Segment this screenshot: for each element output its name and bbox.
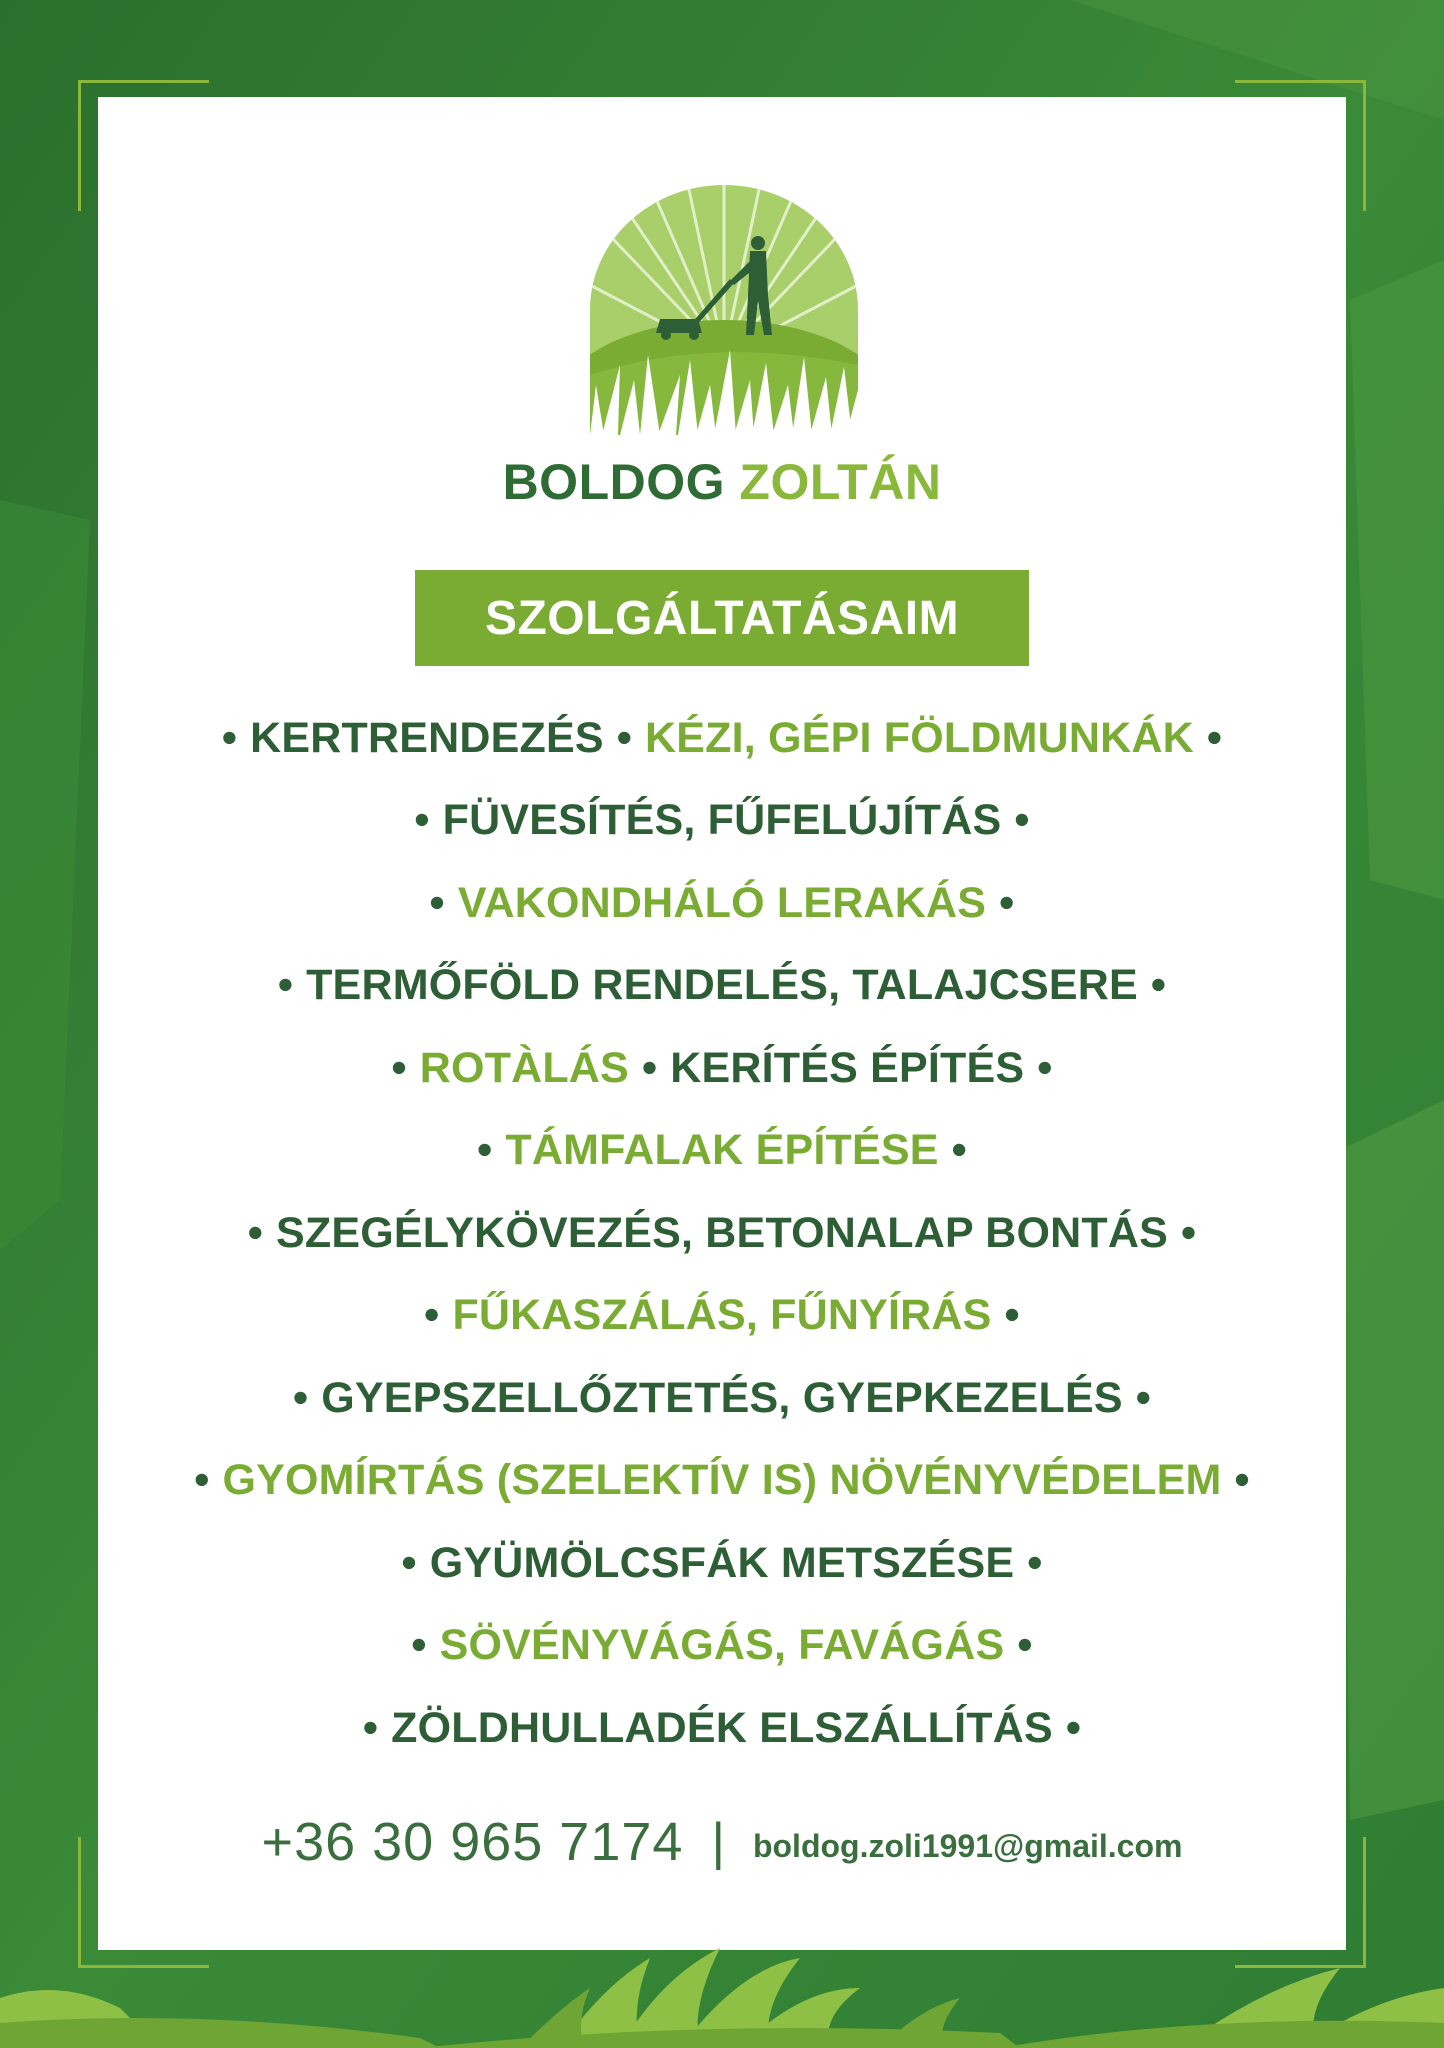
bullet-separator: • xyxy=(247,1208,263,1257)
bullet-separator: • xyxy=(1027,1538,1043,1587)
service-line xyxy=(98,780,1346,863)
bullet-separator: • xyxy=(1065,1703,1082,1752)
bullet-separator: • xyxy=(1234,1456,1250,1505)
service-item: SÖVÉNYVÁGÁS, FAVÁGÁS xyxy=(439,1621,1005,1670)
bullet-separator: • xyxy=(1014,796,1030,845)
bullet-separator: • xyxy=(616,713,632,762)
service-item: FÜVESÍTÉS, FŰFELÚJÍTÁS xyxy=(442,796,1002,845)
service-line xyxy=(98,1687,1346,1770)
service-line xyxy=(98,1357,1346,1440)
service-item: GYEPSZELLŐZTETÉS, GYEPKEZELÉS xyxy=(321,1373,1123,1422)
lawn-mower-logo-icon xyxy=(590,185,858,435)
service-item: ROTÀLÁS xyxy=(419,1043,629,1092)
flyer-card xyxy=(98,97,1346,1950)
bullet-separator: • xyxy=(293,1373,309,1422)
bullet-separator: • xyxy=(1181,1208,1197,1257)
service-item: KÉZI, GÉPI FÖLDMUNKÁK xyxy=(645,713,1194,762)
brand-last-name: ZOLTÁN xyxy=(739,454,942,510)
bullet-separator: • xyxy=(401,1538,417,1587)
services-heading: SZOLGÁLTATÁSAIM xyxy=(415,570,1029,666)
bullet-separator: • xyxy=(194,1456,210,1505)
bullet-separator: • xyxy=(1206,713,1223,762)
bullet-separator: • xyxy=(391,1043,407,1092)
service-line xyxy=(98,1027,1346,1110)
service-line xyxy=(98,1192,1346,1275)
service-line xyxy=(98,1605,1346,1688)
bullet-separator: • xyxy=(414,796,430,845)
services-list xyxy=(98,697,1346,1770)
brand-first-name: BOLDOG xyxy=(502,454,725,510)
service-item: KERÍTÉS ÉPÍTÉS xyxy=(670,1043,1025,1092)
service-item: KERTRENDEZÉS xyxy=(250,713,604,762)
bullet-separator: • xyxy=(477,1126,493,1175)
bullet-separator: • xyxy=(277,961,294,1010)
service-line xyxy=(98,697,1346,780)
bullet-separator: • xyxy=(1150,961,1167,1010)
service-line xyxy=(98,1110,1346,1193)
service-line xyxy=(98,1275,1346,1358)
service-item: GYOMÍRTÁS (SZELEKTÍV IS) NÖVÉNYVÉDELEM xyxy=(222,1456,1222,1505)
bullet-separator: • xyxy=(1004,1291,1020,1340)
service-line xyxy=(98,945,1346,1028)
bullet-separator: • xyxy=(1037,1043,1053,1092)
service-line xyxy=(98,1440,1346,1523)
service-item: TERMŐFÖLD RENDELÉS, TALAJCSERE xyxy=(306,961,1138,1010)
bullet-separator: • xyxy=(951,1126,967,1175)
email-address[interactable]: boldog.zoli1991@gmail.com xyxy=(752,1827,1183,1864)
bullet-separator: • xyxy=(424,1291,440,1340)
phone-number[interactable]: +36 30 965 7174 xyxy=(261,1812,684,1872)
service-item: FŰKASZÁLÁS, FŰNYÍRÁS xyxy=(452,1291,992,1340)
bullet-separator: • xyxy=(1017,1621,1033,1670)
service-item: SZEGÉLYKÖVEZÉS, BETONALAP BONTÁS xyxy=(275,1208,1169,1257)
service-item: TÁMFALAK ÉPÍTÉSE xyxy=(505,1126,939,1175)
bullet-separator: • xyxy=(1135,1373,1151,1422)
bullet-separator: • xyxy=(221,713,238,762)
bullet-separator: • xyxy=(429,878,445,927)
bullet-separator: • xyxy=(999,878,1015,927)
bullet-separator: • xyxy=(411,1621,427,1670)
brand-name xyxy=(98,453,1346,511)
service-item: GYÜMÖLCSFÁK METSZÉSE xyxy=(429,1538,1015,1587)
grass-decoration-icon xyxy=(0,1838,1444,2048)
contact-separator: | xyxy=(711,1813,725,1871)
service-item: VAKONDHÁLÓ LERAKÁS xyxy=(457,878,987,927)
service-line xyxy=(98,1522,1346,1605)
bullet-separator: • xyxy=(641,1043,658,1092)
service-line xyxy=(98,862,1346,945)
service-item: ZÖLDHULLADÉK ELSZÁLLÍTÁS xyxy=(391,1703,1053,1752)
bullet-separator: • xyxy=(362,1703,379,1752)
